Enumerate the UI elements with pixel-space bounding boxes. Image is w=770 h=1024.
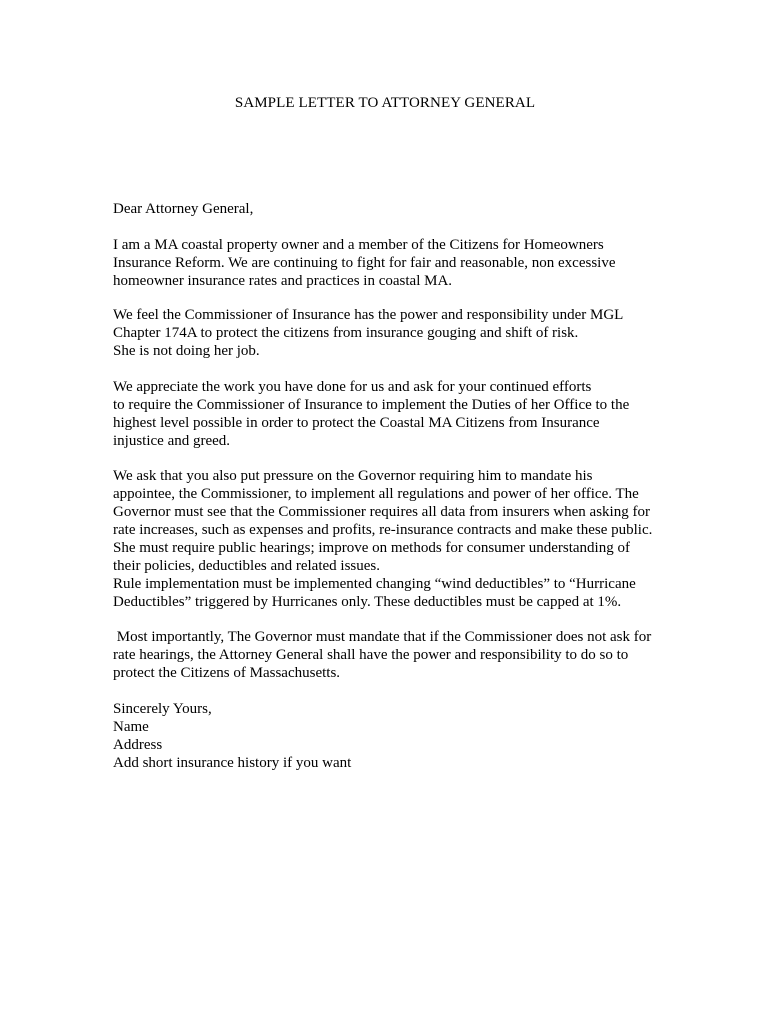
paragraph-line: Insurance Reform. We are continuing to fight for fair and reasonable, non excessive: [113, 255, 616, 271]
paragraph-line: Chapter 174A to protect the citizens from insurance gouging and shift of risk.: [113, 325, 579, 341]
closing-block: [113, 700, 673, 772]
closing-address: Address: [113, 737, 163, 753]
paragraph-appreciation: [113, 378, 673, 450]
paragraph-line: Governor must see that the Commissioner requires all data from insurers when asking for: [113, 504, 650, 520]
paragraph-line: Rule implementation must be implemented changing “wind deductibles” to “Hurricane: [113, 576, 636, 592]
paragraph-line: their policies, deductibles and related issues.: [113, 558, 381, 574]
salutation-line: Dear Attorney General,: [113, 201, 254, 217]
paragraph-line: highest level possible in order to protect the Coastal MA Citizens from Insurance: [113, 415, 600, 431]
paragraph-commissioner: [113, 306, 673, 360]
paragraph-line: protect the Citizens of Massachusetts.: [113, 665, 341, 681]
paragraph-line: to require the Commissioner of Insurance to implement the Duties of her Office to the: [113, 397, 630, 413]
paragraph-line: Deductibles” triggered by Hurricanes only. These deductibles must be capped at 1%.: [113, 594, 622, 610]
paragraph-line: I am a MA coastal property owner and a member of the Citizens for Homeowners: [113, 237, 604, 253]
paragraph-governor: [113, 467, 673, 611]
salutation: [113, 200, 673, 218]
document-title: SAMPLE LETTER TO ATTORNEY GENERAL: [234, 95, 536, 111]
paragraph-line: We appreciate the work you have done for us and ask for your continued efforts: [113, 379, 592, 395]
closing-name: Name: [113, 719, 149, 735]
paragraph-line: Most importantly, The Governor must mandate that if the Commissioner does not ask for: [113, 629, 652, 645]
paragraph-line: We ask that you also put pressure on the Governor requiring him to mandate his: [113, 468, 593, 484]
paragraph-line: rate increases, such as expenses and profits, re-insurance contracts and make these public.: [113, 522, 653, 538]
paragraph-line: appointee, the Commissioner, to implement all regulations and power of her office. The: [113, 486, 639, 502]
paragraph-membership: [113, 236, 673, 290]
paragraph-line: She is not doing her job.: [113, 343, 260, 359]
paragraph-line: homeowner insurance rates and practices in coastal MA.: [113, 273, 453, 289]
paragraph-line: injustice and greed.: [113, 433, 231, 449]
closing-history-note: Add short insurance history if you want: [113, 755, 352, 771]
paragraph-line: We feel the Commissioner of Insurance has the power and responsibility under MGL: [113, 307, 624, 323]
paragraph-mandate: [113, 628, 673, 682]
paragraph-line: She must require public hearings; improve on methods for consumer understanding of: [113, 540, 630, 556]
closing-sincerely: Sincerely Yours,: [113, 701, 212, 717]
paragraph-line: rate hearings, the Attorney General shall have the power and responsibility to do so to: [113, 647, 629, 663]
